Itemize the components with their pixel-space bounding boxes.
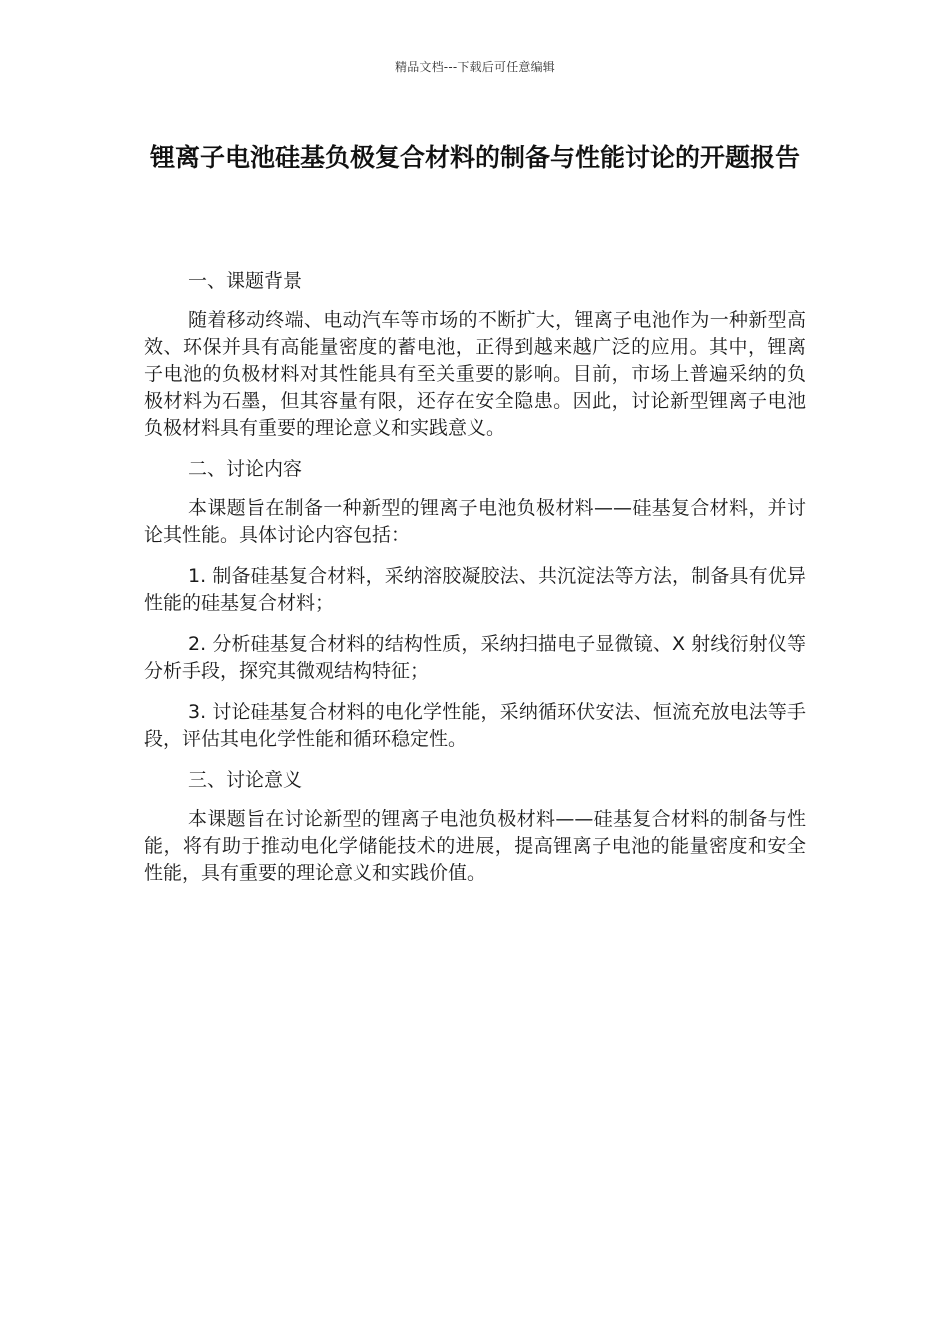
content-intro-paragraph: 本课题旨在制备一种新型的锂离子电池负极材料——硅基复合材料，并讨论其性能。具体讨论内容包括： [144, 497, 806, 546]
content-list-item: 1. 制备硅基复合材料，采纳溶胶凝胶法、共沉淀法等方法，制备具有优异性能的硅基复合材料； [144, 565, 806, 614]
document-body [144, 268, 806, 901]
significance-paragraph: 本课题旨在讨论新型的锂离子电池负极材料——硅基复合材料的制备与性能，将有助于推动电化学储能技术的进展，提高锂离子电池的能量密度和安全性能，具有重要的理论意义和实践价值。 [144, 808, 806, 884]
content-list-item: 2. 分析硅基复合材料的结构性质，采纳扫描电子显微镜、X 射线衍射仪等分析手段，探究其微观结构特征； [144, 633, 806, 682]
section-heading-content: 二、讨论内容 [188, 458, 303, 480]
header-note: 精品文档---下载后可任意编辑 [395, 60, 555, 74]
section-heading-background: 一、课题背景 [188, 270, 303, 292]
background-paragraph: 随着移动终端、电动汽车等市场的不断扩大，锂离子电池作为一种新型高效、环保并具有高能量密度的蓄电池，正得到越来越广泛的应用。其中，锂离子电池的负极材料对其性能具有至关重要的影响。目前，市场上普遍采纳的负极材料为石墨，但其容量有限，还存在安全隐患。因此，讨论新型锂离子电池负极材料具有重要的理论意义和实践意义。 [144, 309, 806, 439]
document-title: 锂离子电池硅基负极复合材料的制备与性能讨论的开题报告 [149, 143, 800, 172]
content-list-item: 3. 讨论硅基复合材料的电化学性能，采纳循环伏安法、恒流充放电法等手段，评估其电化学性能和循环稳定性。 [144, 701, 806, 750]
section-heading-significance: 三、讨论意义 [188, 769, 303, 791]
content-item-list [144, 563, 806, 753]
